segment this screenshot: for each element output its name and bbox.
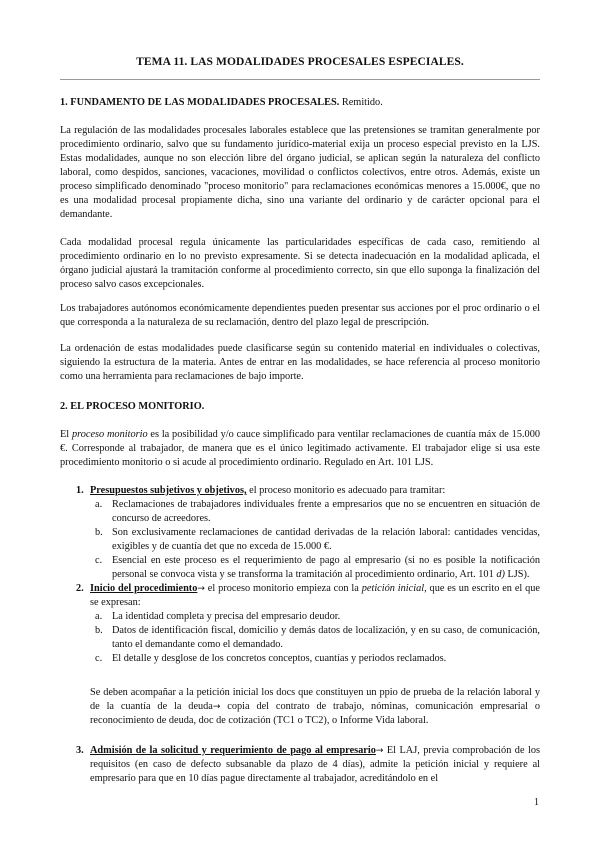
list-item-3-lead: Admisión de la solicitud y requerimiento de pago al empresario (90, 745, 376, 756)
intro-pre: El (60, 429, 72, 440)
section-1-heading-text: 1. FUNDAMENTO DE LAS MODALIDADES PROCESALES. (60, 97, 340, 108)
list-item-1c-letter: c. (95, 555, 103, 566)
list-item-2-text-pre: el proceso monitorio empieza con la (204, 583, 362, 594)
list-item-3 (60, 744, 540, 786)
list-item-3-number: 3. (76, 745, 84, 756)
list-item-2-lead: Inicio del procedimiento (90, 583, 198, 594)
list-item-2-text-post: , que es un escrito en el que se expresan: (90, 583, 540, 608)
list-item-2c-text: El detalle y desglose de los concretos conceptos, cuantías y periodos reclamados. (112, 653, 447, 664)
section-1-heading-note: Remitido. (339, 97, 383, 108)
list-item-1 (60, 484, 540, 498)
arrow-icon: → (375, 746, 384, 756)
list-item-1-lead: Presupuestos subjetivos y objetivos, (90, 485, 247, 496)
list-item-1c-text-em: d) (496, 569, 505, 580)
list-item-1b-letter: b. (95, 527, 103, 538)
list-item-1-number: 1. (76, 485, 84, 496)
list-item-1c-text-pre: Esencial en este proceso es el requerimiento de pago al empresario (si no es posible la notificación personal se convoca vista y se transforma la tramitación al procedimiento ordinario, Art. 101 (112, 555, 540, 580)
section-1-paragraph-4: La ordenación de estas modalidades puede clasificarse según su contenido material en individuales o colectivas, siguiendo la estructura de la materia. Antes de entrar en las modalidades, se hace referencia al proceso monitorio como una herramienta para reclamaciones de bajo importe. (60, 343, 540, 382)
arrow-icon: → (197, 584, 205, 594)
list-item-1b (60, 526, 540, 554)
list-item-2-text-em: petición inicial (361, 583, 425, 594)
list-item-2b-letter: b. (95, 625, 103, 636)
section-1-paragraph-2: Cada modalidad procesal regula únicamente las particularidades específicas de cada caso, remitiendo al procedimiento ordinario en lo no previsto expresamente. Si se detecta inadecuación en la modalidad aplicada, el órgano judicial ajustará la tramitación conforme al procedimiento correcto, sin que ello suponga la finalización del proceso salvo casos excepcionales. (60, 237, 540, 290)
documents-pre: Se deben acompañar a la petición inicial los docs que constituyen un ppio de prueba de la relación laboral y de la cuantía de la deuda (90, 687, 540, 712)
list-item-2c-letter: c. (95, 653, 103, 664)
list-item-2a-text: La identidad completa y precisa del empresario deudor. (112, 611, 341, 622)
document-body (60, 96, 540, 786)
list-item-1a (60, 498, 540, 526)
list-item-2a-letter: a. (95, 611, 103, 622)
arrow-icon: → (212, 702, 221, 712)
section-2-intro (60, 428, 540, 470)
list-item-2c (60, 652, 540, 666)
list-item-2-number: 2. (76, 583, 84, 594)
list-item-3-text: El LAJ, previa comprobación de los requisitos (en caso de defecto subsanable da plazo de 4 días), admite la petición inicial y requiere al empresario para que en 10 días pague directamente al trabajador, acreditándolo en el (90, 745, 540, 784)
list-item-2 (60, 582, 540, 610)
documents-paragraph (60, 686, 540, 728)
intro-term: proceso monitorio (71, 429, 148, 440)
list-item-1a-letter: a. (95, 499, 103, 510)
list-item-2a (60, 610, 540, 624)
list-item-2b-text: Datos de identificación fiscal, domicilio y demás datos de localización, y en su caso, de comunicación, tanto el demandante como el demandado. (112, 625, 540, 650)
list-item-1c (60, 554, 540, 582)
page-number: 1 (534, 797, 539, 808)
section-1-paragraph-1: La regulación de las modalidades procesales laborales establece que las pretensiones se tramitan generalmente por procedimiento ordinario, salvo que su fundamento jurídico-material exija un proceso especial previsto en la LJS. Estas modalidades, aunque no son elección libre del órgano judicial, se aplican según la naturaleza del conflicto laboral, como despidos, sanciones, vacaciones, movilidad o conflictos colectivos, entre otros. Además, existe un proceso simplificado denominado "proceso monitorio" para reclamaciones económicas menores a 15.000€, que no es una modalidad procesal propiamente dicha, sino una variante del ordinario y de carácter opcional para el demandante. (60, 125, 540, 220)
section-1-paragraph-3: Los trabajadores autónomos económicamente dependientes pueden presentar sus acciones por el proc ordinario o el que corresponda a la naturaleza de su reclamación, dentro del plazo legal de prescripción. (60, 303, 540, 328)
list-item-2b (60, 624, 540, 652)
list-item-1b-text: Son exclusivamente reclamaciones de cantidad derivadas de la relación laboral: cantidades vencidas, exigibles y de cuantía det que no exceda de 15.000 €. (112, 527, 540, 552)
section-2-heading: 2. EL PROCESO MONITORIO. (60, 401, 205, 412)
documents-post: copia del contrato de trabajo, nóminas, comunicación empresarial o reconocimiento de deuda, doc de cotización (TC1 o TC2), o Informe Vida laboral. (90, 701, 540, 726)
list-item-1a-text: Reclamaciones de trabajadores individuales frente a empresarios que no se encuentren en situación de concurso de acreedores. (112, 499, 540, 524)
intro-post: es la posibilidad y/o cauce simplificado para ventilar reclamaciones de cuantía máx de 15.000 €. Corresponde al trabajador, de manera que es el único legitimado activamente. El trabajador elige si usa este procedimiento monitorio o si acude al procedimiento ordinario. Regulado en Art. 101 LJS. (60, 429, 540, 468)
list-item-1c-text-post: LJS). (504, 569, 530, 580)
section-1-heading (60, 96, 540, 110)
list-item-1-text: el proceso monitorio es adecuado para tramitar: (246, 485, 446, 496)
title-divider (60, 79, 540, 80)
document-title: TEMA 11. LAS MODALIDADES PROCESALES ESPECIALES. (136, 56, 464, 68)
